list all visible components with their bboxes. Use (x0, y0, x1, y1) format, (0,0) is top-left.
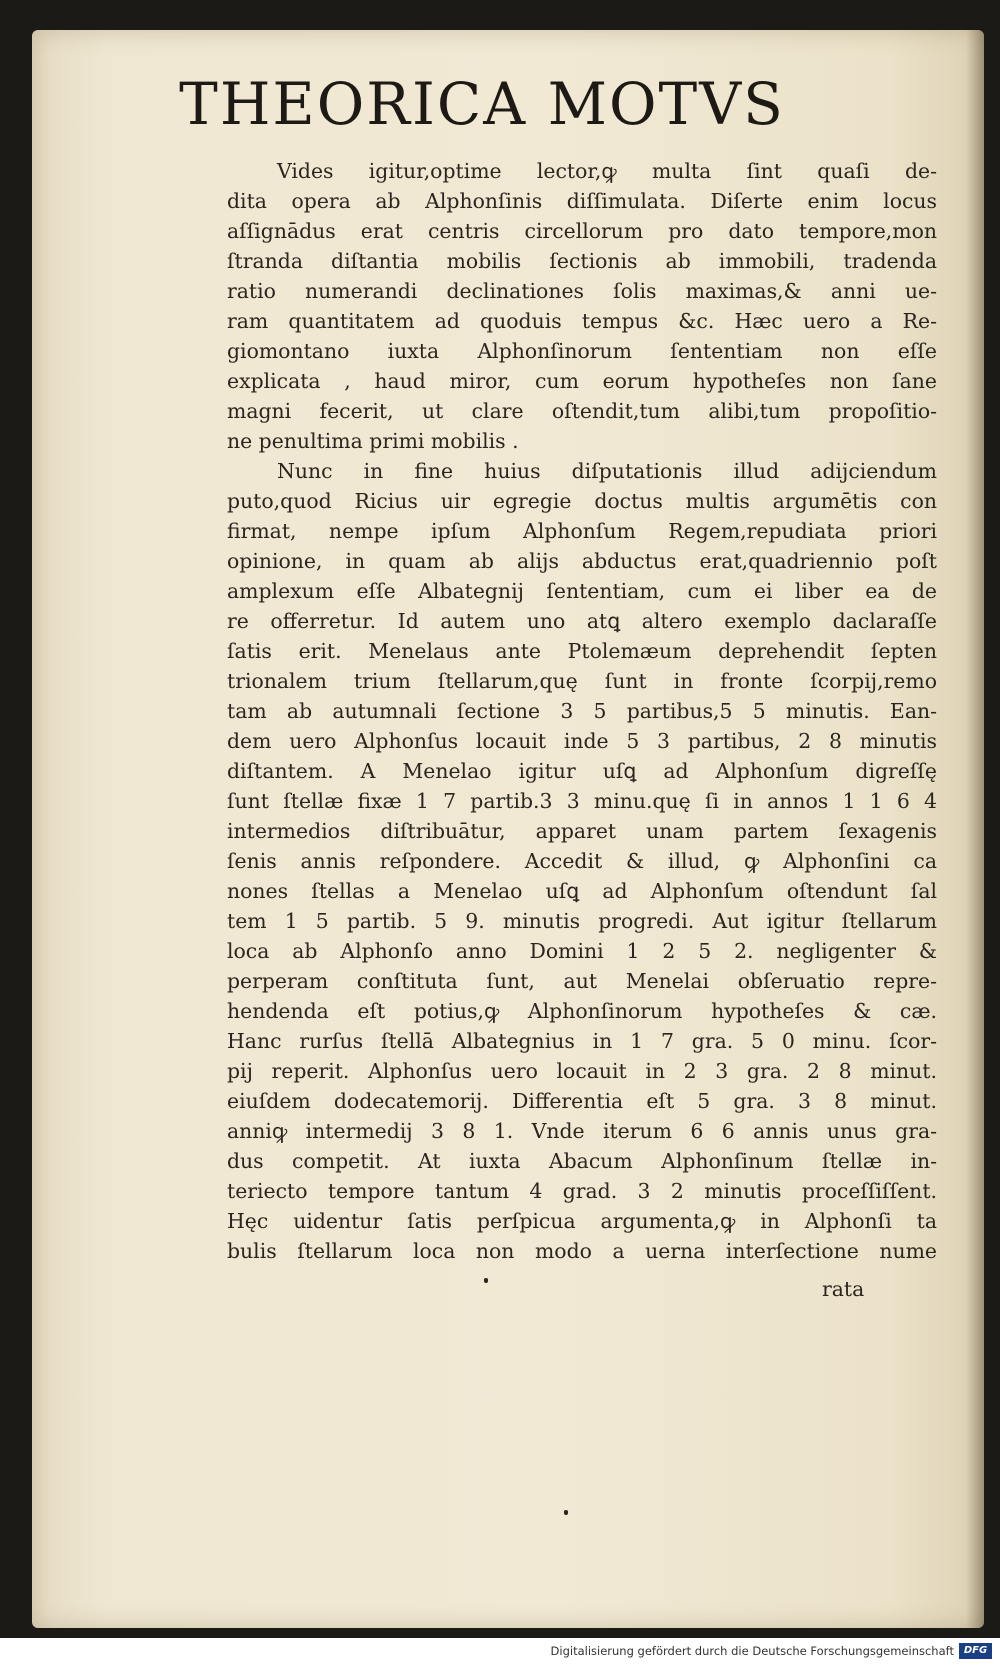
text-line: Vides igitur,optime lector,ꝙ multa ſint quaſi de- (277, 159, 937, 183)
text-line: tem 1 5 partib. 5 9. minutis progredi. Aut igitur ſtellarum (227, 909, 937, 933)
text-line: firmat, nempe ipſum Alphonſum Regem,repudiata priori (227, 519, 937, 543)
text-line: Nunc in fine huius diſputationis illud adijciendum (277, 459, 937, 483)
text-line: aſſignādus erat centris circellorum pro dato tempore,mon (227, 219, 937, 243)
text-line: ne penultima primi mobilis . (227, 429, 519, 453)
text-line: dus competit. At iuxta Abacum Alphonſinum ſtellæ in- (227, 1149, 937, 1173)
ink-speck (564, 1510, 568, 1515)
text-line: ſenis annis reſpondere. Accedit & illud, ꝙ Alphonſini ca (227, 849, 937, 873)
text-line: puto,quod Ricius uir egregie doctus multis argumētis con (227, 489, 937, 513)
page-spine-shadow (966, 30, 984, 1628)
text-line: ſtranda diſtantia mobilis ſectionis ab immobili, tradenda (227, 249, 937, 273)
text-line: giomontano iuxta Alphonſinorum ſententiam non eſſe (227, 339, 937, 363)
text-line: ratio numerandi declinationes ſolis maximas,& anni ue- (227, 279, 937, 303)
text-line: diſtantem. A Menelao igitur uſꝗ ad Alphonſum digreſſę (227, 759, 937, 783)
text-line: perperam conſtituta ſunt, aut Menelai obſeruatio repre- (227, 969, 937, 993)
footer-bar (0, 1638, 1000, 1666)
book-page (32, 30, 984, 1628)
text-line: nones ſtellas a Menelao uſꝗ ad Alphonſum oſtendunt ſal (227, 879, 937, 903)
text-line: tam ab autumnali ſectione 3 5 partibus,5 5 minutis. Ean- (227, 699, 937, 723)
text-line: dem uero Alphonſus locauit inde 5 3 partibus, 2 8 minutis (227, 729, 937, 753)
text-line: dita opera ab Alphonſinis diſſimulata. Diſerte enim locus (227, 189, 937, 213)
ink-speck (484, 1278, 488, 1283)
text-line: bulis ſtellarum loca non modo a uerna interſectione nume (227, 1239, 937, 1263)
text-line: Hęc uidentur ſatis perſpicua argumenta,ꝙ in Alphonſi ta (227, 1209, 937, 1233)
text-line: teriecto tempore tantum 4 grad. 3 2 minutis proceſſiſſent. (227, 1179, 937, 1203)
body-text (227, 156, 937, 1266)
text-line: loca ab Alphonſo anno Domini 1 2 5 2. negligenter & (227, 939, 937, 963)
text-line: pij reperit. Alphonſus uero locauit in 2 3 gra. 2 8 minut. (227, 1059, 937, 1083)
text-line: explicata , haud miror, cum eorum hypotheſes non ſane (227, 369, 937, 393)
text-line: Hanc rurſus ſtellā Albategnius in 1 7 gra. 5 0 minu. ſcor- (227, 1029, 937, 1053)
text-line: eiuſdem dodecatemorij. Differentia eſt 5 gra. 3 8 minut. (227, 1089, 937, 1113)
text-line: intermedios diſtribuātur, apparet unam partem ſexagenis (227, 819, 937, 843)
text-line: hendenda eſt potius,ꝙ Alphonſinorum hypotheſes & cæ. (227, 999, 937, 1023)
text-line: amplexum eſſe Albategnij ſententiam, cum ei liber ea de (227, 579, 937, 603)
funding-credit: Digitalisierung gefördert durch die Deutsche Forschungsgemeinschaft (550, 1644, 954, 1658)
text-line: ſunt ſtellæ fixæ 1 7 partib.3 3 minu.quę ſi in annos 1 1 6 4 (227, 789, 937, 813)
text-line: re offerretur. Id autem uno atꝗ altero exemplo daclaraſſe (227, 609, 937, 633)
dfg-logo: DFG (959, 1643, 992, 1659)
text-line: anniꝙ intermedij 3 8 1. Vnde iterum 6 6 annis unus gra- (227, 1119, 937, 1143)
running-head: THEORICA MOTVS (179, 70, 785, 138)
text-line: ſatis erit. Menelaus ante Ptolemæum deprehendit ſepten (227, 639, 937, 663)
text-line: opinione, in quam ab alijs abductus erat,quadriennio poſt (227, 549, 937, 573)
text-line: ram quantitatem ad quoduis tempus &c. Hæc uero a Re- (227, 309, 937, 333)
text-line: magni fecerit, ut clare oſtendit,tum alibi,tum propoſitio- (227, 399, 937, 423)
text-line: trionalem trium ſtellarum,quę ſunt in fronte ſcorpij,remo (227, 669, 937, 693)
catchword: rata (822, 1277, 865, 1301)
